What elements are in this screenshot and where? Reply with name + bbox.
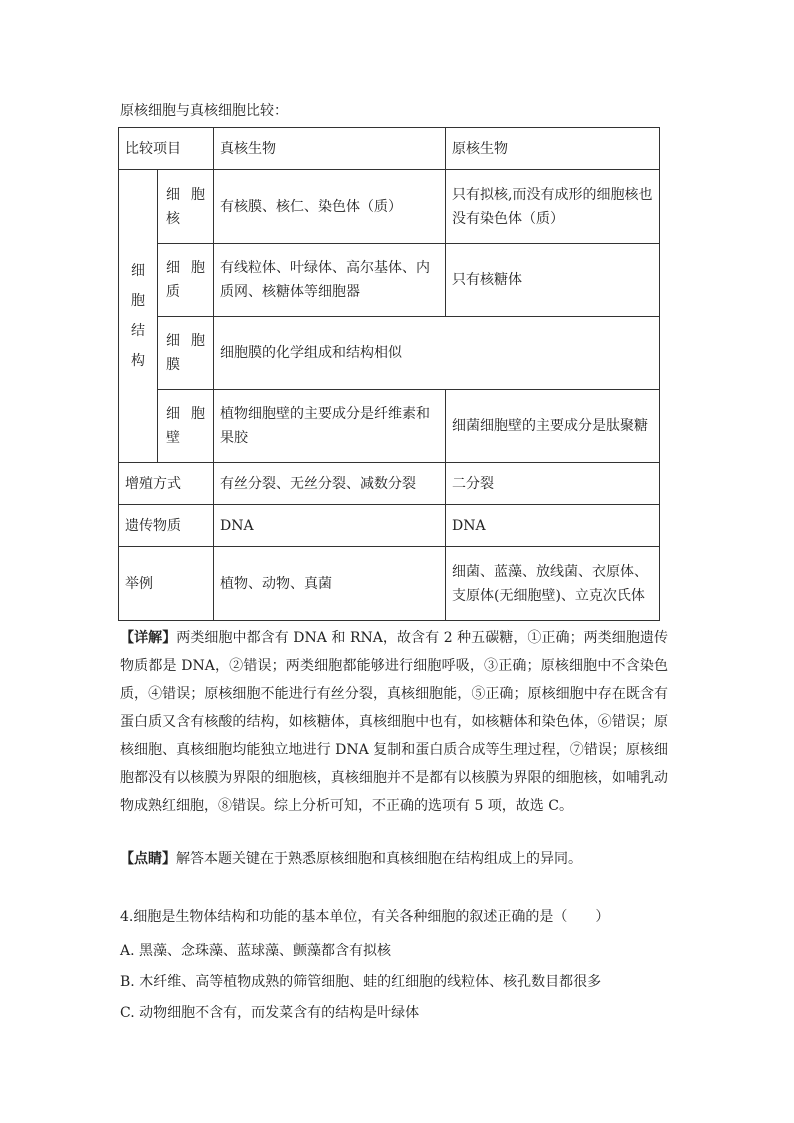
- question-option-b: B. 木纤维、高等植物成熟的筛管细胞、蛙的红细胞的线粒体、核孔数目都很多: [120, 974, 602, 990]
- row-sub-label: 细胞质: [158, 244, 214, 317]
- comment-label: 【点睛】: [120, 851, 176, 867]
- row-sub-label: 细胞膜: [158, 317, 214, 390]
- cell-eukaryote: 植物、动物、真菌: [214, 547, 446, 621]
- table-intro: 原核细胞与真核细胞比较：: [120, 103, 288, 119]
- row-sub-label: 细胞壁: [158, 390, 214, 463]
- cell-eukaryote: DNA: [214, 505, 446, 547]
- row-item: 增殖方式: [119, 463, 214, 505]
- cell-eukaryote: 有核膜、核仁、染色体（质）: [214, 170, 446, 244]
- cell-prokaryote: DNA: [446, 505, 660, 547]
- header-eukaryote: 真核生物: [214, 128, 446, 170]
- table-row: [119, 244, 660, 317]
- question-stem: 4.细胞是生物体结构和功能的基本单位，有关各种细胞的叙述正确的是（ ）: [120, 909, 610, 925]
- cell-prokaryote: 只有拟核,而没有成形的细胞核也没有染色体（质）: [446, 170, 660, 244]
- table-row: [119, 547, 660, 621]
- cell-merged: 细胞膜的化学组成和结构相似: [214, 317, 660, 390]
- row-item: 遗传物质: [119, 505, 214, 547]
- explanation-text: 两类细胞中都含有 DNA 和 RNA，故含有 2 种五碳糖，①正确；两类细胞遗传物质都是 DNA，②错误；两类细胞都能够进行细胞呼吸，③正确；原核细胞中不含染色质，④错误；原核细胞不能进行有丝分裂，真核细胞能，⑤正确；原核细胞中存在既含有蛋白质又含有核酸的结构，如核糖体，真核细胞中也有，如核糖体和染色体，⑥错误；原核细胞、真核细胞均能独立地进行 DNA 复制和蛋白质合成等生理过程，⑦错误；原核细胞都没有以核膜为界限的细胞核，真核细胞并不是都有以核膜为界限的细胞核，如哺乳动物成熟红细胞，⑧错误。综上分析可知，不正确的选项有 5 项，故选 C。: [120, 630, 668, 814]
- row-sub-label: 细胞核: [158, 170, 214, 244]
- header-prokaryote: 原核生物: [446, 128, 660, 170]
- question-option-c: C. 动物细胞不含有，而发菜含有的结构是叶绿体: [120, 1005, 420, 1021]
- explanation-paragraph: [120, 624, 668, 820]
- table-row: [119, 170, 660, 244]
- header-item: 比较项目: [119, 128, 214, 170]
- comment-text: 解答本题关键在于熟悉原核细胞和真核细胞在结构组成上的异同。: [176, 851, 582, 867]
- cell-prokaryote: 只有核糖体: [446, 244, 660, 317]
- cell-structure-label: 细 胞 结 构: [119, 170, 158, 463]
- table-row: [119, 390, 660, 463]
- table-row: [119, 505, 660, 547]
- comment-paragraph: [120, 845, 668, 873]
- question-option-a: A. 黑藻、念珠藻、蓝球藻、颤藻都含有拟核: [120, 943, 392, 959]
- cell-prokaryote: 细菌细胞壁的主要成分是肽聚糖: [446, 390, 660, 463]
- row-item: 举例: [119, 547, 214, 621]
- table-row: [119, 463, 660, 505]
- table-header-row: [119, 128, 660, 170]
- cell-prokaryote: 二分裂: [446, 463, 660, 505]
- explanation-label: 【详解】: [120, 630, 177, 646]
- cell-eukaryote: 有线粒体、叶绿体、高尔基体、内质网、核糖体等细胞器: [214, 244, 446, 317]
- cell-eukaryote: 植物细胞壁的主要成分是纤维素和果胶: [214, 390, 446, 463]
- cell-prokaryote: 细菌、蓝藻、放线菌、衣原体、支原体(无细胞壁)、立克次氏体: [446, 547, 660, 621]
- comparison-table: [118, 127, 660, 621]
- cell-eukaryote: 有丝分裂、无丝分裂、减数分裂: [214, 463, 446, 505]
- table-row: [119, 317, 660, 390]
